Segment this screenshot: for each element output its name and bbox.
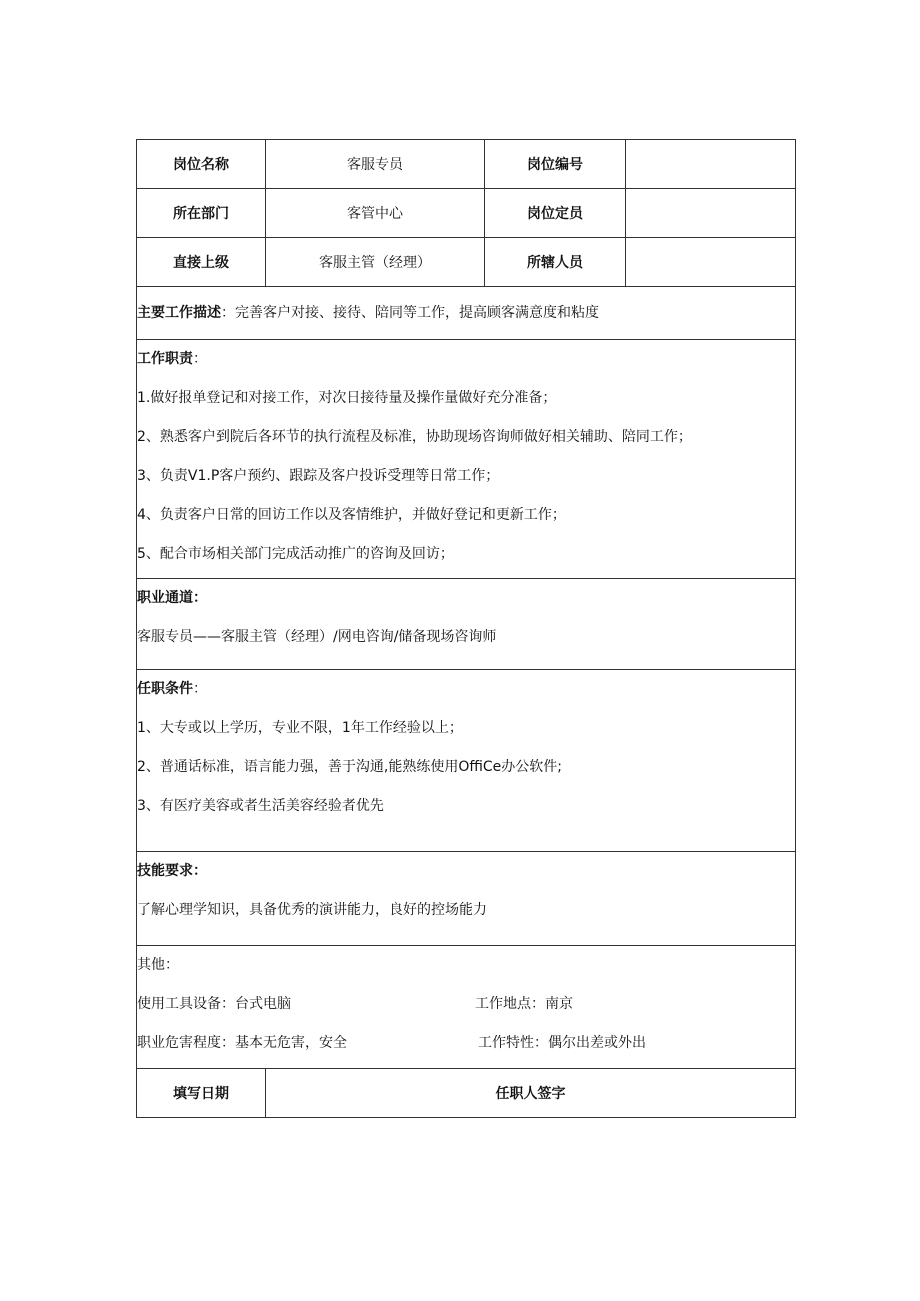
- description-line: [137, 287, 795, 339]
- qualifications-label: 任职条件: [137, 681, 193, 697]
- job-description-table: [136, 139, 796, 1118]
- row-department: [137, 189, 795, 238]
- hazard-text: 职业危害程度：基本无危害，安全: [137, 1035, 347, 1051]
- nature-text: 工作特性：偶尔出差或外出: [478, 1035, 646, 1051]
- value-subordinates: [626, 238, 795, 286]
- value-department: 客管中心: [266, 189, 485, 237]
- tools-text: 使用工具设备：台式电脑: [137, 996, 291, 1012]
- skills-label: 技能要求：: [137, 863, 207, 879]
- label-department: 所在部门: [137, 189, 266, 237]
- value-position-name: 客服专员: [266, 140, 485, 188]
- row-description: [137, 287, 795, 340]
- duties-colon: ：: [193, 351, 207, 367]
- label-headcount: 岗位定员: [485, 189, 626, 237]
- row-position: [137, 140, 795, 189]
- row-qualifications: [137, 670, 795, 852]
- label-position-name: 岗位名称: [137, 140, 266, 188]
- duty-item: 2、熟悉客户到院后各环节的执行流程及标准，协助现场咨询师做好相关辅助、陪同工作；: [137, 429, 692, 445]
- signature-label: 任职人签字: [495, 1086, 566, 1102]
- label-subordinates: 所辖人员: [485, 238, 626, 286]
- description-label: 主要工作描述: [137, 305, 221, 321]
- other-label: 其他：: [137, 957, 179, 973]
- fill-date-label: 填写日期: [137, 1069, 266, 1117]
- row-footer: [137, 1069, 795, 1117]
- duties-heading: [137, 340, 795, 379]
- career-text: 客服专员——客服主管（经理）/网电咨询/储备现场咨询师: [137, 629, 497, 645]
- qualification-item: 2、普通话标准，语言能力强，善于沟通,能熟练使用OffiCe办公软件;: [137, 759, 563, 775]
- other-line-1: [137, 985, 795, 1024]
- row-skills: [137, 852, 795, 946]
- value-headcount: [626, 189, 795, 237]
- row-career: [137, 579, 795, 670]
- qualification-item: 1、大专或以上学历，专业不限，1年工作经验以上；: [137, 720, 463, 736]
- qualifications-heading: [137, 670, 795, 709]
- location-text: 工作地点：南京: [475, 996, 573, 1012]
- description-text: ：完善客户对接、接待、陪同等工作，提高顾客满意度和粘度: [221, 305, 599, 321]
- row-other: [137, 946, 795, 1069]
- qualification-item: 3、有医疗美容或者生活美容经验者优先: [137, 798, 384, 814]
- duty-item: 4、负责客户日常的回访工作以及客情维护，并做好登记和更新工作；: [137, 507, 566, 523]
- row-supervisor: [137, 238, 795, 287]
- duty-item: 1.做好报单登记和对接工作，对次日接待量及操作量做好充分准备；: [137, 390, 557, 406]
- career-label: 职业通道：: [137, 590, 207, 606]
- duties-label: 工作职责: [137, 351, 193, 367]
- qualifications-colon: ：: [193, 681, 207, 697]
- duty-item: 5、配合市场相关部门完成活动推广的咨询及回访；: [137, 546, 454, 562]
- row-duties: [137, 340, 795, 579]
- other-line-2: [137, 1024, 795, 1063]
- value-position-code: [626, 140, 795, 188]
- label-supervisor: 直接上级: [137, 238, 266, 286]
- duty-item: 3、负责V1.P客户预约、跟踪及客户投诉受理等日常工作；: [137, 468, 500, 484]
- label-position-code: 岗位编号: [485, 140, 626, 188]
- value-supervisor: 客服主管（经理）: [266, 238, 485, 286]
- skills-text: 了解心理学知识，具备优秀的演讲能力，良好的控场能力: [137, 902, 487, 918]
